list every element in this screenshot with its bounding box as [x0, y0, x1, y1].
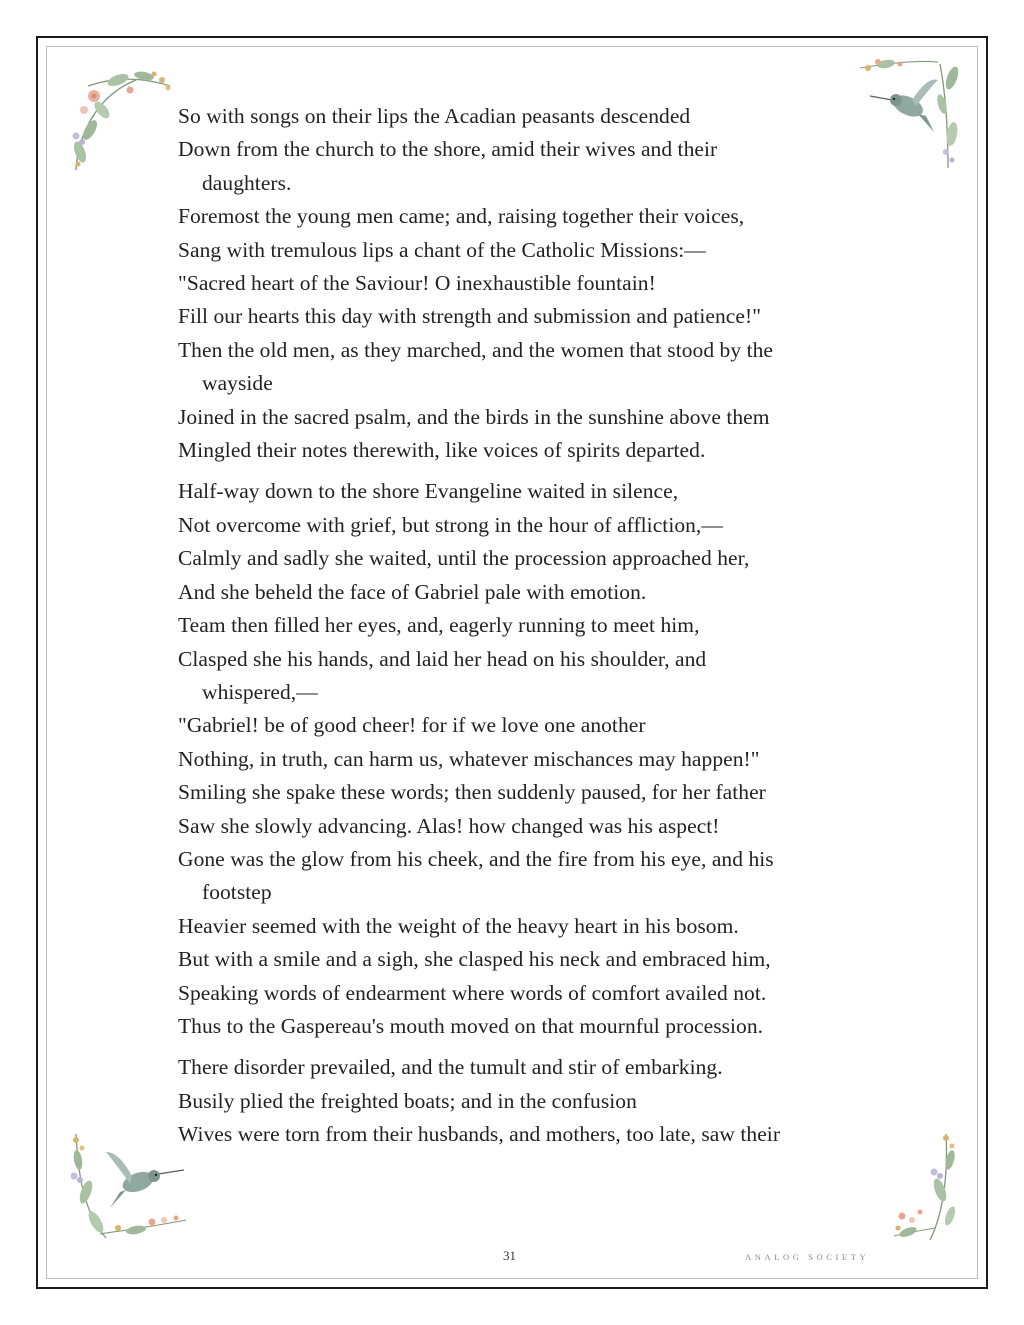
poem-line: "Gabriel! be of good cheer! for if we love one another: [178, 713, 646, 738]
poem-line: Busily plied the freighted boats; and in the confusion: [178, 1088, 637, 1113]
poem-line: Then the old men, as they marched, and the women that stood by the: [178, 337, 773, 362]
poem-line: Down from the church to the shore, amid their wives and their: [178, 137, 718, 162]
stanza: [178, 100, 868, 467]
bottom-left-hummingbird-ornament: [66, 1130, 190, 1246]
poem-line: Clasped she his hands, and laid her head on his shoulder, and: [178, 646, 707, 671]
top-right-hummingbird-ornament: [856, 56, 960, 176]
poem-line-continuation: wayside: [202, 371, 273, 396]
poem-line: Team then filled her eyes, and, eagerly running to meet him,: [178, 613, 700, 638]
poem-line: And she beheld the face of Gabriel pale with emotion.: [178, 579, 647, 604]
poem-line: Wives were torn from their husbands, and mothers, too late, saw their: [178, 1122, 781, 1147]
poem-line: "Sacred heart of the Saviour! O inexhaustible fountain!: [178, 271, 656, 296]
poem-line-continuation: daughters.: [202, 170, 292, 195]
poem-line: Half-way down to the shore Evangeline waited in silence,: [178, 479, 679, 504]
poem-line: Foremost the young men came; and, raising together their voices,: [178, 204, 745, 229]
footer-brand: ANALOG SOCIETY: [745, 1252, 870, 1262]
poem-line: Thus to the Gaspereau's mouth moved on that mournful procession.: [178, 1013, 764, 1038]
poem-line: But with a smile and a sigh, she clasped his neck and embraced him,: [178, 947, 771, 972]
stanza: [178, 475, 868, 1043]
poem-body: [178, 100, 868, 1160]
poem-line: Not overcome with grief, but strong in the hour of affliction,—: [178, 512, 723, 537]
poem-line: Sang with tremulous lips a chant of the Catholic Missions:—: [178, 237, 706, 262]
poem-line: Fill our hearts this day with strength and submission and patience!": [178, 304, 762, 329]
poem-line: Mingled their notes therewith, like voices of spirits departed.: [178, 438, 706, 463]
poem-line: There disorder prevailed, and the tumult and stir of embarking.: [178, 1055, 723, 1080]
poem-line: Calmly and sadly she waited, until the procession approached her,: [178, 546, 750, 571]
poem-line-continuation: whispered,—: [202, 679, 318, 704]
top-left-floral-ornament: [66, 66, 178, 178]
poem-line: Nothing, in truth, can harm us, whatever mischances may happen!": [178, 746, 760, 771]
poem-line: Gone was the glow from his cheek, and the fire from his eye, and his: [178, 846, 774, 871]
page-number: 31: [503, 1248, 516, 1263]
poem-line: Heavier seemed with the weight of the heavy heart in his bosom.: [178, 913, 739, 938]
stanza: [178, 1051, 868, 1151]
poem-line-continuation: footstep: [202, 880, 272, 905]
poem-line: So with songs on their lips the Acadian peasants descended: [178, 104, 691, 128]
poem-line: Smiling she spake these words; then suddenly paused, for her father: [178, 780, 766, 805]
poem-line: Saw she slowly advancing. Alas! how changed was his aspect!: [178, 813, 720, 838]
bottom-right-floral-ornament: [890, 1132, 962, 1244]
poem-line: Speaking words of endearment where words of comfort availed not.: [178, 980, 767, 1005]
poem-line: Joined in the sacred psalm, and the birds in the sunshine above them: [178, 404, 770, 429]
